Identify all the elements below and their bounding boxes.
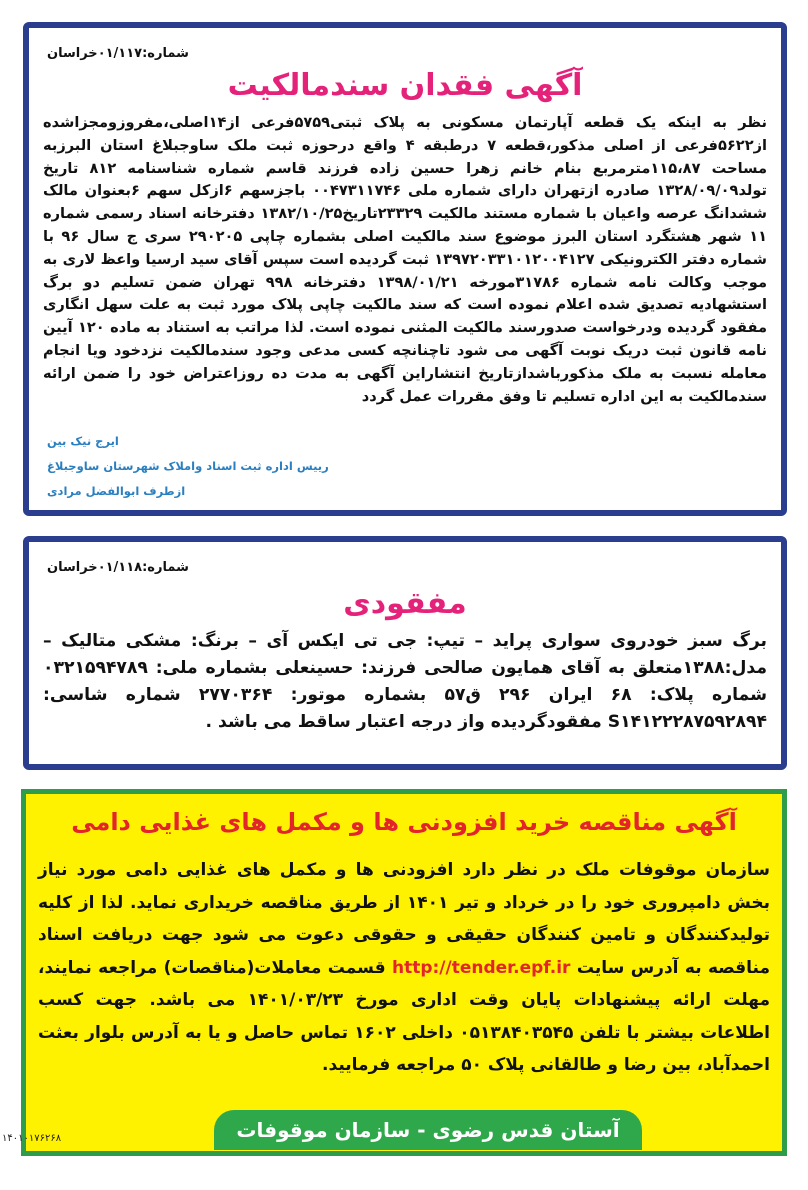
- notice-body: برگ سبز خودروی سواری پراید – تیپ: جی تی ایکس آی – برنگ: مشکی متالیک – مدل:۱۳۸۸متعلق به آقای همایون صالحی فرزند: حسینعلی بشماره ملی: ۰۳۲۱۵۹۴۷۸۹ شماره پلاک: ۶۸ ایران ۲۹۶ ق۵۷ بشماره موتور: ۲۷۷۰۳۶۴ شماره شاسی: S۱۴۱۲۲۲۸۷۵۹۲۸۹۴ مفقودگردیده واز درجه اعتبار ساقط می باشد .: [43, 631, 767, 732]
- notice-title: آگهی فقدان سندمالکیت: [227, 68, 583, 103]
- signature-title: رییس اداره ثبت اسناد واملاک شهرستان ساوجبلاغ: [47, 459, 329, 473]
- lost-document-notice: [23, 536, 787, 770]
- notice-body: نظر به اینکه یک قطعه آپارتمان مسکونی به پلاک ثبتی۵۷۵۹فرعی از۱۴اصلی،مفروزومجزاشده از۵۶۲۲فرعی از اصلی مذکور،قطعه ۷ درطبقه ۴ واقع درحوزه ثبت ملک ساوجبلاغ استان البرزبه مساحت ۱۱۵،۸۷مترمربع بنام خانم زهرا حسین زاده فرزند قاسم شماره شناسنامه ۸۱۲ تاریخ تولد۱۳۲۸/۰۹/۰۹ صادره ازتهران دارای شماره ملی ۰۰۴۷۳۱۱۷۴۶ باجزسهم ۶ازکل سهم ۶بعنوان مالک ششدانگ عرصه واعیان با شماره مستند مالکیت ۲۳۳۲۹تاریخ۱۳۸۲/۱۰/۲۵ دفترخانه اسناد رسمی شماره ۱۱ شهر هشتگرد استان البرز موضوع سند مالکیت اصلی بشماره چاپی ۲۹۰۲۰۵ سری ج سال ۹۶ با شماره دفتر الکترونیکی ۱۳۹۷۲۰۳۳۱۰۱۲۰۰۴۱۲۷ ثبت گردیده است سپس آقای سید ارسیا واعظ لاری به موجب وکالت نامه شماره ۳۱۷۸۶مورخه ۱۳۹۸/۰۱/۲۱ دفترخانه ۹۹۸ تهران ضمن تسلیم دو برگ استشهادیه تصدیق شده اعلام نموده است که سند مالکیت چاپی پلاک مورد ثبت به علت سهل انگاری مفقود گردیده ودرخواست صدورسند مالکیت المثنی نموده است. لذا مراتب به استناد به ماده ۱۲۰ آیین نامه قانون ثبت دریک نوبت آگهی می شود تاچنانچه کسی مدعی وجود سندمالکیت نزدخود ویا انجام معامله نسبت به ملک مذکورباشدازتاریخ انتشاراین آگهی به مدت ده روزاعتراض خود را ضمن ارائه سندمالکیت به این اداره تسلیم تا وفق مقررات عمل گردد: [43, 114, 768, 405]
- notice-reference-number: شماره:۰۱/۱۱۸خراسان: [47, 560, 189, 575]
- tender-body: [38, 854, 770, 1082]
- tender-notice: [21, 789, 787, 1182]
- tender-body-details: قسمت معاملات(مناقصات) مراجعه نمایند، مهلت ارائه پیشنهادات پایان وقت اداری مورخ ۱۴۰۱/۰۳/۲۳ می باشد. جهت کسب اطلاعات بیشتر با تلفن ۰۵۱۳۸۴۰۳۵۴۵ داخلی ۱۶۰۲ تماس حاصل و یا به آدرس بلوار بعثت احمدآباد، بین رضا و طالقانی پلاک ۵۰ مراجعه فرمایید.: [38, 957, 771, 1075]
- tender-title: آگهی مناقصه خرید افزودنی ها و مکمل های غذایی دامی: [71, 808, 737, 836]
- signature-delegate: ازطرف ابوالفضل مرادی: [47, 484, 186, 498]
- tender-website-link[interactable]: http://tender.epf.ir: [391, 957, 571, 978]
- notice-reference-number: شماره:۰۱/۱۱۷خراسان: [47, 46, 189, 61]
- signature-name: ایرج نیک بین: [47, 434, 119, 448]
- tender-footer-banner: آستان قدس رضوی - سازمان موقوفات ملک: [214, 1110, 642, 1150]
- page-code: ۱۴۰۱۰۱۷۶۲۶۸: [2, 1133, 62, 1144]
- property-deed-loss-notice: [23, 22, 787, 516]
- tender-body-intro: سازمان موقوفات ملک در نظر دارد افزودنی ها و مکمل های غذایی دامی مورد نیاز بخش دامپروری خود را در خرداد و تیر ۱۴۰۱ از طریق مناقصه خریداری نماید. لذا از کلیه تولیدکنندگان و تامین کنندگان حقیقی و حقوقی دعوت می شود جهت دریافت اسناد مناقصه به آدرس سایت: [38, 860, 770, 978]
- notice-title: مفقودی: [343, 586, 467, 621]
